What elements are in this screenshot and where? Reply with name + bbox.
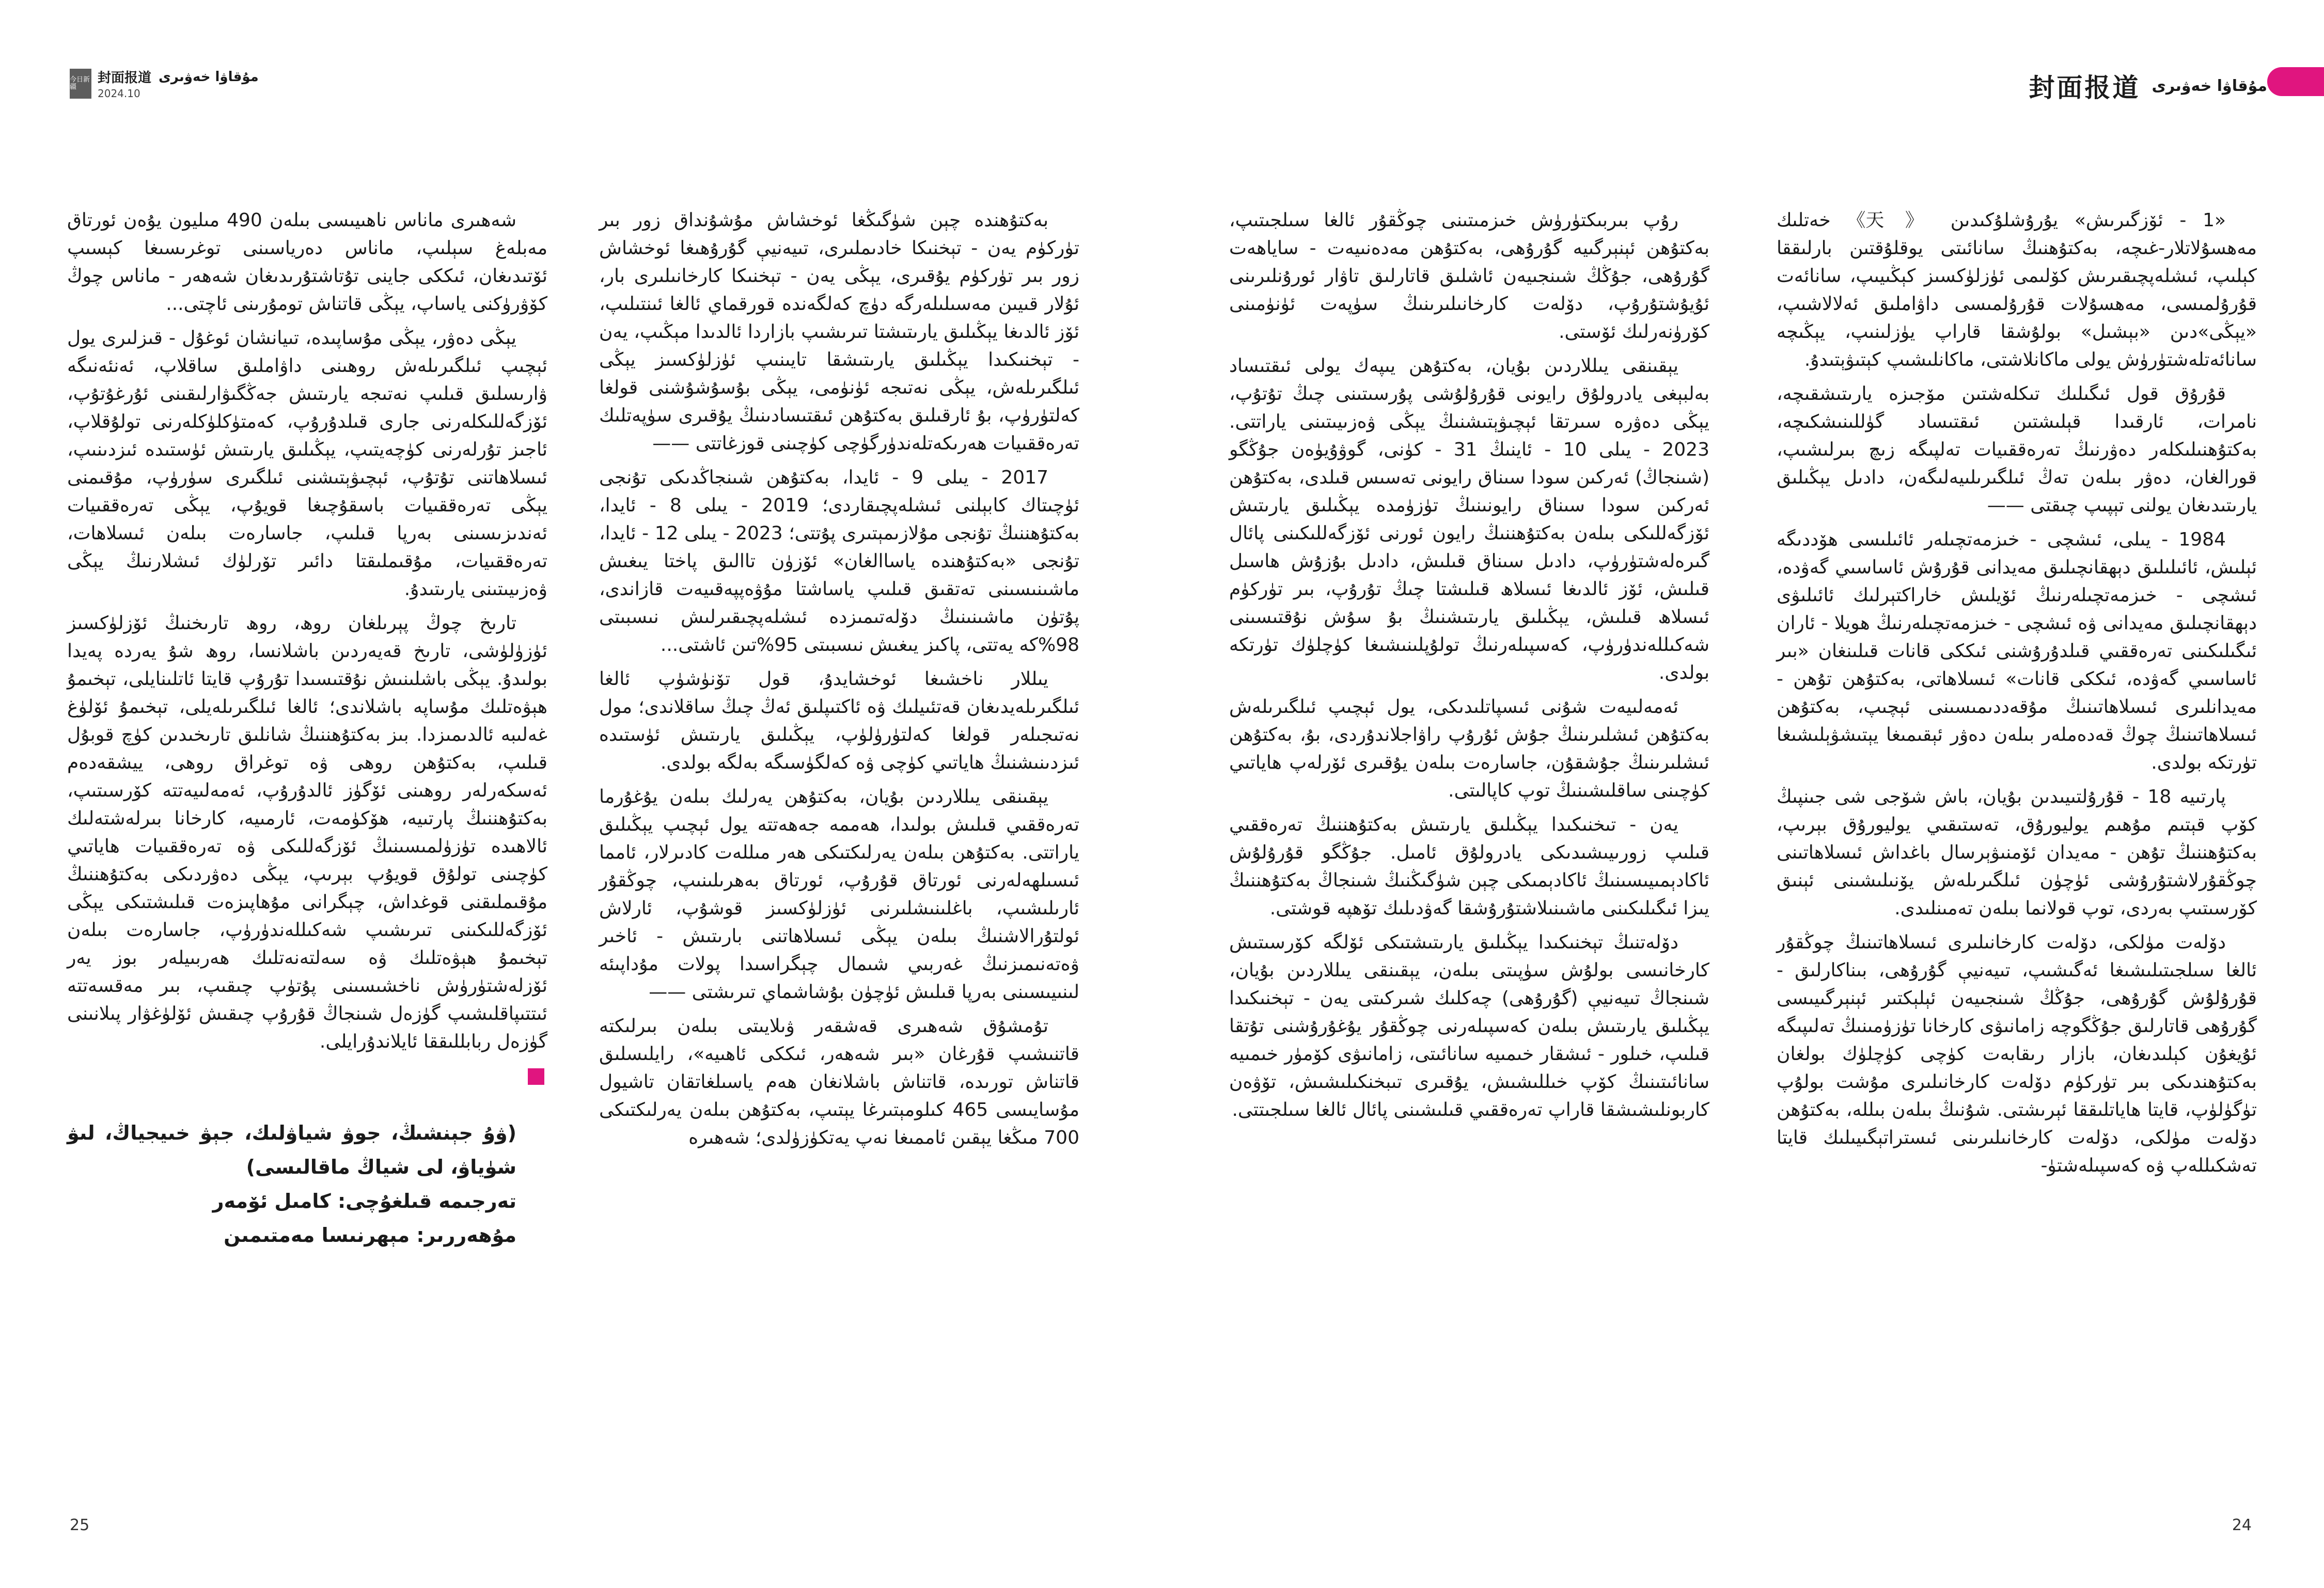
logo-text: 今日新疆 [70, 75, 90, 91]
column-1 [67, 207, 547, 1252]
page-number-left: 25 [70, 1516, 90, 1534]
header-left [70, 67, 259, 100]
editor-line: مۇھەررىر: مېھرنىسا مەمتىمىن [224, 1224, 516, 1247]
paragraph: 1984 - يىلى، ئىشچى - خىزمەتچىلەر ئائىلىسى ھۆددىگە ئېلىش، ئائىلىلىق دېھقانچىلىق مەيدانى قۇرۇش ئاساسىي گەۋدە، ئىشچى - خىزمەتچىلەرنىڭ ئۆيلىش خاراكتېرلىك ئائىلىۋى دېھقانچىلىق مەيدانى ۋە ئىشچى - خىزمەتچىلەرنىڭ ھويلا - ئاران ئىگىلىكىنى تەرەققىي قىلدۇرۇشنى ئىككى قانات قىلىنغان «بىر ئاساسىي گەۋدە، ئىككى قانات» ئىسلاھاتى، بەكتۇھن تۇھن - مەيدانلىرى ئىسلاھاتىنىڭ مۇقەددىمىسىنى ئېچىپ، بەكتۇھن ئىسلاھاتىنىڭ چوڭ قەدەملەر بىلەن دەۋر ئېقىمىغا يېتىشۋېلىشىغا تۈرتكە بولدى. [1777, 529, 2257, 773]
paragraph: پارتىيە 18 - قۇرۇلتىيىدىن بۇيان، باش شۆجى شى جىنپىڭ كۆپ قېتىم مۇھىم يوليورۇق، تەستىقىي يوليورۇق بېرىپ، بەكتۇھننىڭ تۇھن - مەيدان ئۆمنىۋېرسال باغداش ئىسلاھاتىنى چوڭقۇرلاشتۇرۇشى ئۈچۈن ئىلگىرىلەش يۆنىلىشىنى ئېنىق كۆرسىتىپ بەردى، توپ قولانما بىلەن تەمىنلىدى. [1777, 786, 2257, 919]
paragraph: بەكتۇھندە چېن شۈگىڭغا ئوخشاش مۇشۇنداق زور بىر تۈركۈم يەن - تېخنىكا خادىملىرى، تىيەنيې گۇرۇھىغا ئوخشاش زور بىر تۈركۈم يۇقىرى، يېڭى يەن - تېخنىكا كارخانىلىرى بار، ئۇلار قىيىن مەسىلىلەرگە دۈچ كەلگەندە قورقماي ئالغا ئىنتىلىپ، ئۆز ئالدىغا يېڭىلىق يارىتىشتا تىرىشىپ بازاردا ئالدىدا مېڭىپ، يەن - تېخنىكىدا يېڭىلىق يارىتىشقا تايىنىپ ئۈزلۈكسىز يېڭى ئىلگىرىلەش، يېڭى نەتىجە ئۈنۈمى، يېڭى بۇسۇشۇشنى قولغا كەلتۈرۈپ، بۇ ئارقىلىق بەكتۇھن ئىقتىسادىنىڭ يۇقىرى سۈپەتلىك تەرەققىيات ھەرىكەتلەندۈرگۈچى كۈچىنى قوزغاتتى —— [599, 210, 1079, 454]
article-credits [67, 1116, 547, 1252]
column-4 [1777, 207, 2257, 1186]
header-brand-ug: مۇقاۋا خەۋىرى [159, 69, 259, 85]
section-tab-marker [2267, 67, 2324, 96]
paragraph: قۇرۇق قول ئىگىلىك تىكلەشتىن مۆجىزە يارىتىشقىچە، نامرات، ئارقىدا قېلىشتىن ئىقتىساد گۈللىنىشكىچە، بەكتۇھنىلىكلەر دەۋرنىڭ تەرەققىيات تەلپىگە زىچ بىرلىشىپ، قورالغان، دەۋر بىلەن تەڭ ئىلگىرىلىيەلىگەن، دادىل يېڭىلىق يارىتىدىغان يولنى تېپىپ چىقتى —— [1777, 383, 2257, 516]
column-3 [1229, 207, 1709, 1130]
paragraph: ئەمەلىيەت شۇنى ئىسپاتلىدىكى، يول ئېچىپ ئىلگىرىلەش بەكتۇھن ئىشلىرىنىڭ جۇش ئۇرۇپ راۋاجلاندۇردى، بۇ، بەكتۇھن ئىشلىرىنىڭ جۇشقۇن، جاسارەت بىلەن يۇقىرى ئۆرلەپ ھاياتىي كۈچىنى ساقلىشىنىڭ توپ كاپالىتى. [1229, 696, 1709, 801]
translator-line: تەرجىمە قىلغۇچى: كامىل ئۆمەر [212, 1190, 516, 1212]
paragraph: شەھىرى ماناس ناھىيىسى بىلەن 490 مىليون يۇەن ئورتاق مەبلەغ سېلىپ، ماناس دەرياسىنى توغرىسىغا كېسىپ ئۆتىدىغان، ئىككى جاينى تۇتاشتۇرىدىغان شەھەر - ماناس چوڭ كۆۋرۈكنى ياساپ، يېڭى قاتناش تومۇرىنى ئاچتى... [67, 210, 547, 315]
paragraph: يېقىنقى يىللاردىن بۇيان، بەكتۇھن يىپەك يولى ئىقتىساد بەلبېغى يادرولۇق رايونى قۇرۇلۇشى پۇرسىتىنى چىڭ تۇتۇپ، يېڭى دەۋرە سىرتقا ئېچىۋېتىشنىڭ يېڭى ۋەزىيىتىنى ياراتتى. 2023 - يىلى 10 - ئاينىڭ 31 - كۈنى، گوۋۇيۈەن جۇڭگو (شىنجاڭ) ئەركىن سودا سىناق رايونى تەسىس قىلدى، بەكتۇھن ئەركىن سودا سىناق رايونىنىڭ تۈزۈمدە يېڭىلىق يارىتىش ئۆزگەللىكى بىلەن بەكتۇھننىڭ رايون ئورنى ئۆزگەللىكىنى پائال گىرەلەشتۈرۈپ، دادىل سىناق قىلىش، دادىل بۇزۇش ھاسىل قىلىش، ئۆز ئالدىغا ئىسلاھ قىلىشتا چىڭ تۇرۇپ، بىر تۈركۈم ئىسلاھ قىلىش، يېڭىلىق يارىتىشنىڭ بۇ سۇش نۇقتىسىنى شەكىللەندۈرۈپ، كەسپىلەرنىڭ تولۇپلىنىشىغا كۈچلۈك تۈرتكە بولدى. [1229, 355, 1709, 683]
paragraph: تۇمشۇق شەھىرى قەشقەر ۋىلايىتى بىلەن بىرلىكتە قاتنىشىپ قۇرغان «بىر شەھەر، ئىككى ئاھىيە»، رايلىسلىق قاتناش تورىدە، قاتناش باشلانغان ھەم ياسىلغاتقان تاشيول مۇسايىسى 465 كىلومېتىرغا يېتىپ، بەكتۇھن بىلەن يەرلىكتىكى 700 مىڭغا يېقىن ئاممىغا نەپ يەتكۈزۈلدى؛ شەھىرە [599, 1016, 1079, 1148]
paragraph: رۇپ بىربىكتۈرۈش خىزمىتىنى چوڭقۇر ئالغا سىلجىتىپ، بەكتۇھن ئېنېرگىيە گۇرۇھى، بەكتۇھن مەدەنىيەت - ساياھەت گۇرۇھى، جۇڭڭ شىنجىيەن ئاشلىق قاتارلىق تاۋار ئورۇنلىرىنى ئۇيۇشتۇرۇپ، دۆلەت كارخانىلىرىنىڭ سۈپەت ئۈنۈمىنى كۆرۈنەرلىك ئۆستى. [1229, 210, 1709, 342]
issue-date: 2024.10 [98, 87, 140, 100]
paragraph: يېقىنقى يىللاردىن بۇيان، بەكتۇھن يەرلىك بىلەن يۇغۇرما تەرەققىي قىلىش بولىدا، ھەممە جەھەتتە يول ئېچىپ يېڭىلىق ياراتتى. بەكتۇھن بىلەن يەرلىكتىكى ھەر مىللەت كادىرلار، ئامما ئىسىلھەلەرنى ئورتاق قۇرۇپ، ئورتاق بەھرىلىنىپ، چوڭقۇر ئارىلىشىپ، باغلىنىشلىرنى ئۈزلۈكسىز قوشۇپ، ئارلاش ئولتۇرالاشنىڭ بىلەن يېڭى ئىسلاھاتنى بارىتىش - ئاخىر ۋەتەنىمىزنىڭ غەربىي شىمال چېگراسىدا پولات مۇداپىئە لىنىيىسىنى بەرپا قىلىش ئۈچۈن بۇشاشماي تىرىشتى —— [599, 786, 1079, 1003]
paragraph: دۆلەتنىڭ تېخنىكىدا يېڭىلىق يارىتىشتىكى ئۆلگە كۆرسىتىش كارخانىسى بولۇش سۈپىتى بىلەن، يېقىنقى يىللاردىن بۇيان، شىنجاڭ تىيەنيې (گۇرۇھى) چەكلىك شىركىتى يەن - تېخنىكىدا يېڭىلىق يارىتىش بىلەن كەسپىلەرنى چوڭقۇر يۇغۇرۇشنى تۇتقا قىلىپ، خىلور - ئىشقار خىمىيە سانائىتى، زامانىۋى كۆمۈر خىمىيە سانائىتىنىڭ كۆپ خىللىشىش، يۇقىرى تىبخنكىلىشىش، تۆۋەن كاربونلىشىشقا قاراپ تەرەققىي قىلىشىنى پائال ئالغا سىلجىتتى. [1229, 932, 1709, 1120]
paragraph: 2017 - يىلى 9 - ئايدا، بەكتۇھن شىنجاڭدىكى تۇنجى ئۈچىتاك كابېلنى ئىشلەپچىقاردى؛ 2019 - يىلى 8 - ئايدا، بەكتۇھننىڭ تۇنجى مۇلازىمېتىرى پۇتتى؛ 2023 - يىلى 12 - ئايدا، تۇنجى «بەكتۇھندە ياساالغان» ئۆزۈن تاالىق پاختا يىغىش ماشىنىسىنى تەتقىق قىلىپ ياساشتا مۇۋەپپەقىيەت قازاندى، پۇتۈن ماشىنىنىڭ دۆلەتىمىزدە ئىشلەپچىقىرلىش نىسبىتى 98%كە يەتتى، پاكىز يىغىش نىسبىتى 95%تىن ئاشتى... [599, 467, 1079, 656]
header-right [2029, 67, 2267, 104]
paragraph: يەن - تىخنىكىدا يېڭىلىق يارىتىش بەكتۇھننىڭ تەرەققىي قىلىپ زورىيىشىدىكى يادرولۇق ئامىل. جۇڭگو قۇرۇلۇش ئاكادېمىيىسىنىڭ ئاكادېمىكى چېن شۈگىڭنىڭ شىنجاڭ بەكتۇھننىڭ يىزا ئىگىلىكىنى ماشىنىلاشتۇرۇشقا گەۋدىلىك تۆھپە قوشتى. [1229, 814, 1709, 919]
paragraph: دۆلەت مۈلكى، دۆلەت كارخانىلىرى ئىسلاھاتىنىڭ چوڭقۇر ئالغا سىلجىتىلىشىغا ئەگىشىپ، تىيەنيې گۇرۇھى، بىناكارلىق - قۇرۇلۇش گۇرۇھى، جۇڭڭ شىنجىيەن ئېلېكتىر ئېنېرگىيىسى گۇرۇھى قاتارلىق جۇڭگوچە زامانىۋى كارخانا تۈزۈمىنىڭ تەلىپىگە ئۇيغۇن كېلىدىغان، بازار رىقابەت كۈچى كۈچلۈك بولغان بەكتۇھندىكى بىر تۈركۈم دۆلەت كارخانىلىرى مۇشت بولۇپ تۈگۈلۈپ، قايتا ھاياتلىققا ئېرىشتى. شۇنىڭ بىلەن بىللە، بەكتۇھن دۆلەت مۈلكى، دۆلەت كارخانىلىرىنى ئىستراتېگىيىلىك قايتا تەشكىللەپ ۋە كەسپىلەشتۈ- [1777, 932, 2257, 1176]
paragraph: تارىخ چوڭ پېرىلغان روھ، روھ تارىخنىڭ ئۆزلۈكسىز ئۈزۈلۈشى، تارىخ قەيەردىن باشلانسا، روھ شۇ يەردە پەيدا بولىدۇ. يېڭى باشلىنىش نۇقتىسىدا تۇرۇپ قايتا ئاتلىنايلى، تېخىمۇ ھېۋەتلىك مۇساپە باشلاندى؛ ئالغا ئىلگىرىلەيلى، تېخىمۇ ئۆلۈغ غەلىبە ئالدىمىزدا. بىز بەكتۇھننىڭ شانلىق تارىخىدىن كۈچ قوبۇل قىلىپ، بەكتۇھن روھى ۋە توغراق روھى، ييشقەدەم ئەسكەرلەر روھىنى ئۆگۈز ئالدۇرۇپ، ئەمەلىيەتتە كۆرسىتىپ، بەكتۇھننىڭ پارتىيە، ھۆكۈمەت، ئارمىيە، كارخانا بىرلەشتەلىك ئالاھىدە تۈزۈلمىسىنىڭ ئۆزگەللىكى ۋە تەرەققىيات ھاياتىي كۈچىنى تولۇق قويۇپ بېرىپ، يېڭى دەۋردىكى بەكتۇھننىڭ مۇقىملىقنى قوغداش، چېگرانى مۇھاپىزەت قىلىشتىكى يېڭى ئۆزگەللىكىنى تىرىشىپ شەكىللەندۈرۈپ، جاسارەت بىلەن تېخىمۇ ھېۋەتلىك ۋە سەلتەنەتلىك ھەربىيلەر بوز يەر ئۆزلەشتۈرۈش ناخشىسىنى پۇتۈپ چىقىپ، بىر مەقسەتتە ئىتتىپاقلىشىپ گۈزەل شىنجاڭ قۇرۇپ چىقىش ئۆلۈغۋار پىلانىنى گۈزەل ربابللىققا ئايلاندۇرايلى. [67, 613, 547, 1052]
authors-line: (ۋۇ جېنشىڭ، جوۋ شياۋلىك، جېۋ خىيجياڭ، لىۋ شۈياۋ، لى شياڭ ماقالىسى) [67, 1122, 516, 1178]
header-brand [98, 67, 259, 100]
header-brand-ug: مۇقاۋا خەۋىرى [2152, 76, 2267, 95]
magazine-logo [70, 69, 91, 99]
paragraph: يېڭى دەۋر، يېڭى مۇساپىدە، تىيانشان ئوغۇل - قىزلىرى يول ئېچىپ ئىلگىرىلەش روھىنى داۋاملىق ساقلاپ، ئەنئەنىگە ۋارىسلىق قىلىپ نەتىجە يارىتىش جەڭگىۋارلىقىنى ئۇرغۇتۇپ، ئۆزگەللىكلەرنى جارى قىلدۇرۇپ، كەمتۈكلۈكلەرنى تولۇقلاپ، ئاجىز تۇرلەرنى كۈچەيتىپ، يېڭىلىق يارىتىش ئۈستىدە ئىزدىنىپ، ئىسلاھاتنى تۇتۇپ، ئېچىۋېتىشنى ئىلگىرى سۈرۈپ، مۇقىمنى يېڭى تەرەققىيات باسقۇچىغا قويۇپ، يېڭى تەرەققىيات ئەندىزىسىنى بەرپا قىلىپ، جاسارەت بىلەن ئىسلاھات، تەرەققىيات، مۇقىملىقتا دائىر تۆرلۈك ئىشلارنىڭ يېڭى ۋەزىيىتىنى يارىتىدۇ. [67, 328, 547, 600]
end-mark [528, 1068, 544, 1085]
paragraph: يىللار ناخشىغا ئوخشايدۇ، قول تۆنۈشۈپ ئالغا ئىلگىرىلەيدىغان قەتئىيلىك ۋە ئاكتىپلىق ئەڭ چىڭ ساقلاندى؛ مول نەتىجىلەر قولغا كەلتۈرۈلۈپ، يېڭىلىق يارىتىش ئۈستىدە ئىزدىنىشنىڭ ھاياتىي كۈچى ۋە كەلگۈسىگە بەلگە بولدى. [599, 668, 1079, 773]
paragraph: «1 - ئۆزگىرىش» يۇرۇشلۇكىدىن 《天》 خەتلىك مەھسۇلاتلار-غىچە، بەكتۇھنىڭ سانائىتى يوقلۇقتىن بارلىققا كېلىپ، ئىشلەپچىقىرىش كۆلىمى ئۈزلۈكسىز كېڭىيىپ، سانائەت قۇرۇلمىسى، مەھسۇلات قۇرۇلمىسى داۋاملىق ئەلالاشىپ، «يېڭى»دىن «بېشىل» بولۇشقا قاراپ يۈزلىنىپ، يېڭىچە سانائەتلەشتۈرۈش يولى ماكانلاشتى، ماكانلىشىپ كېتىۋېتىدۇ. [1777, 210, 2257, 370]
column-2 [599, 207, 1079, 1158]
page-number-right: 24 [2232, 1516, 2252, 1534]
header-brand-cn: 封面报道 [98, 70, 152, 86]
header-brand-cn: 封面报道 [2029, 72, 2141, 103]
